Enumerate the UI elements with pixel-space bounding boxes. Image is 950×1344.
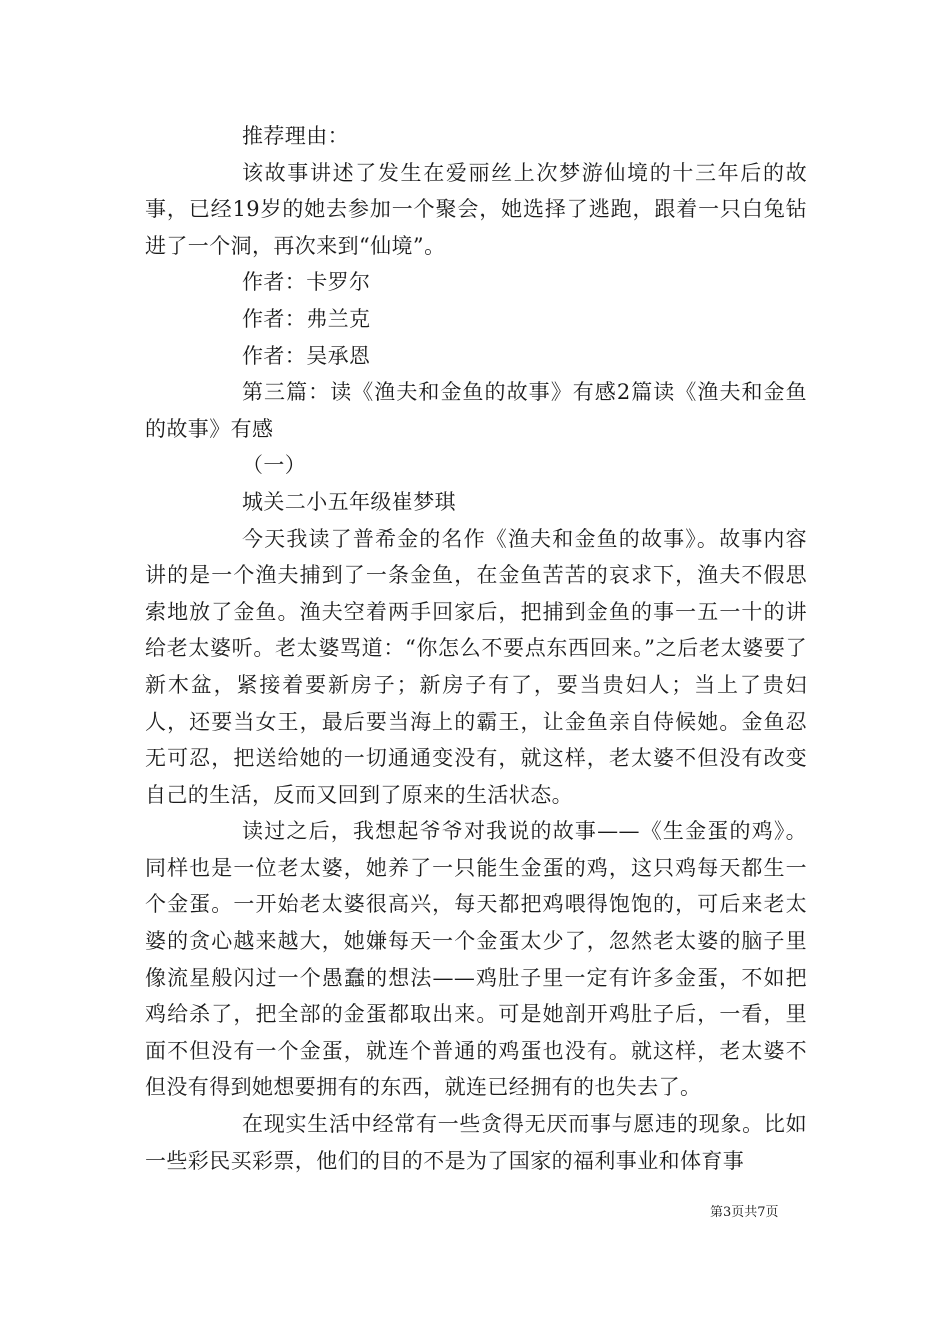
document-body [145, 118, 807, 1179]
paragraph-recommend-reason: 该故事讲述了发生在爱丽丝上次梦游仙境的十三年后的故事，已经19岁的她去参加一个聚会，她选择了逃跑，跟着一只白兔钻进了一个洞，再次来到“仙境”。 [145, 160, 807, 258]
paragraph-body-2: 读过之后，我想起爷爷对我说的故事——《生金蛋的鸡》。同样也是一位老太婆，她养了一只能生金蛋的鸡，这只鸡每天都生一个金蛋。一开始老太婆很高兴，每天都把鸡喂得饱饱的，可后来老太婆的贪心越来越大，她嫌每天一个金蛋太少了，忽然老太婆的脑子里像流星般闪过一个愚蠢的想法——鸡肚子里一定有许多金蛋，不如把鸡给杀了，把全部的金蛋都取出来。可是她剖开鸡肚子后，一看，里面不但没有一个金蛋，就连个普通的鸡蛋也没有。就这样，老太婆不但没有得到她想要拥有的东西，就连已经拥有的也失去了。 [145, 819, 807, 1100]
page-number: 第3页共7页 [710, 1205, 779, 1220]
paragraph-body-3: 在现实生活中经常有一些贪得无厌而事与愿违的现象。比如一些彩民买彩票，他们的目的不是为了国家的福利事业和体育事 [145, 1112, 807, 1173]
paragraph-section-number: （一） [242, 453, 307, 478]
paragraph-author-1: 作者：卡罗尔 [242, 270, 371, 295]
paragraph-essay-author: 城关二小五年级崔梦琪 [242, 489, 456, 514]
paragraph-chapter-title: 第三篇：读《渔夫和金鱼的故事》有感2篇读《渔夫和金鱼的故事》有感 [145, 380, 807, 441]
paragraph-author-2: 作者：弗兰克 [242, 306, 371, 331]
paragraph-author-3: 作者：吴承恩 [242, 343, 371, 368]
paragraph-recommend-heading: 推荐理由： [242, 124, 349, 148]
paragraph-body-1: 今天我读了普希金的名作《渔夫和金鱼的故事》。故事内容讲的是一个渔夫捕到了一条金鱼，在金鱼苦苦的哀求下，渔夫不假思索地放了金鱼。渔夫空着两手回家后，把捕到金鱼的事一五一十的讲给老太婆听。老太婆骂道：“你怎么不要点东西回来。”之后老太婆要了新木盆，紧接着要新房子；新房子有了，要当贵妇人；当上了贵妇人，还要当女王，最后要当海上的霸王，让金鱼亲自侍候她。金鱼忍无可忍，把送给她的一切通通变没有，就这样，老太婆不但没有改变自己的生活，反而又回到了原来的生活状态。 [145, 526, 807, 807]
